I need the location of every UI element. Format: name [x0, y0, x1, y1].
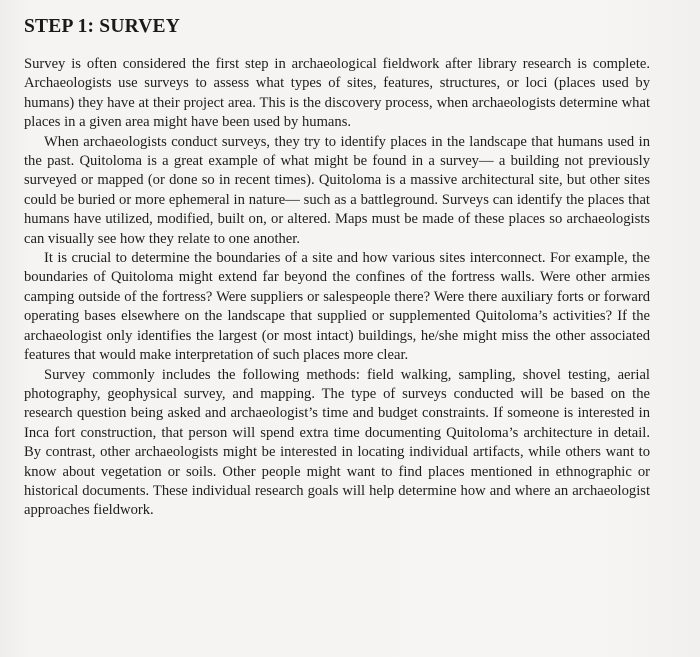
body-text	[24, 55, 650, 521]
section-heading: STEP 1: SURVEY	[24, 16, 180, 37]
paragraph-1: Survey is often considered the first step in archaeological fieldwork after library research is complete. Archaeologists use surveys to assess what types of sites, features, structures, or loci (places used by humans) they have at their project area. This is the discovery process, when archaeologists determine what places in a given area might have been used by humans.	[24, 56, 650, 131]
paragraph-2: When archaeologists conduct surveys, they try to identify places in the landscape that humans used in the past. Quitoloma is a great example of what might be found in a survey— a building not previously surveyed or mapped (or done so in recent times). Quitoloma is a massive architectural site, but other sites could be buried or more ephemeral in nature— such as a battleground. Surveys can identify the places that humans have utilized, modified, built on, or altered. Maps must be made of these places so archaeologists can visually see how they relate to one another.	[24, 133, 650, 247]
paragraph-3: It is crucial to determine the boundaries of a site and how various sites interconnect. For example, the boundaries of Quitoloma might extend far beyond the confines of the fortress walls. Were other armies camping outside of the fortress? Were suppliers or salespeople there? Were there auxiliary forts or forward operating bases elsewhere on the landscape that supplied or supplemented Quitoloma’s activities? If the archaeologist only identifies the largest (or most intact) buildings, he/she might miss the other associated features that would make interpretation of such places more clear.	[24, 250, 650, 364]
paragraph-4: Survey commonly includes the following methods: field walking, sampling, shovel testing, aerial photography, geophysical survey, and mapping. The type of surveys conducted will be based on the research question being asked and archaeologist’s time and budget constraints. If someone is interested in Inca fort construction, that person will spend extra time documenting Quitoloma’s architecture in detail. By contrast, other archaeologists might be interested in locating individual artifacts, while others want to know about vegetation or soils. Other people might want to find places mentioned in ethnographic or historical documents. These individual research goals will help determine how and where an archaeologist approaches fieldwork.	[24, 366, 650, 519]
